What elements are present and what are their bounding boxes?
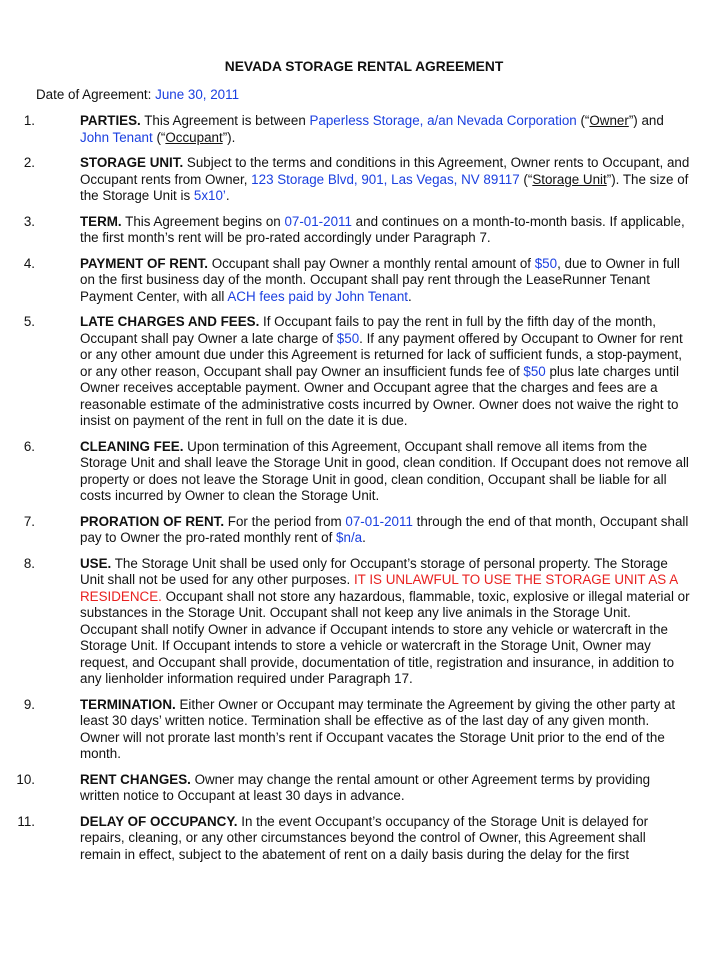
start-date: 07-01-2011 [284,213,352,229]
owner-term: Owner [589,113,629,128]
clause-text: This Agreement begins on [121,213,285,229]
clause-heading: PRORATION OF RENT. [80,513,225,529]
clause-text: plus late charges until Owner receives acceptable payment. Owner and Occupant agree that the charges and fees are a reasonable estimate of the administrative costs incurred by Owner. Owner does not waive the right to insist on payment of the rent in full on the date it is due. [80,363,679,428]
unit-size: 5x10’ [193,188,226,203]
clause-number: 9. [23,696,35,712]
clause-termination [0,697,690,763]
document-title: NEVADA STORAGE RENTAL AGREEMENT [224,59,504,74]
clause-heading: STORAGE UNIT. [80,155,184,170]
clause-text: and continues on a month-to-month basis. If applicable, the first month’s rent will be pro-rated accordingly under Paragraph 7. [80,213,685,245]
nsf-fee: $50 [523,363,546,379]
clause-text: (“ [519,171,533,187]
residence-warning: IT IS UNLAWFUL TO USE THE STORAGE UNIT AS A RESIDENCE. [80,572,678,604]
clause-text: . [362,530,366,545]
clause-text: If Occupant fails to pay the rent in full by the fifth day of the month, Occupant shall pay Owner a late charge of [80,314,657,346]
clause-number: 10. [16,771,35,787]
date-value: June 30, 2011 [155,87,240,102]
clause-text: ”). [222,129,236,145]
clause-number: 3. [23,213,35,229]
date-label: Date of Agreement: [36,87,152,102]
clause-number: 1. [23,113,35,128]
clause-heading: RENT CHANGES. [80,771,191,787]
clause-text: Occupant shall not store any hazardous, flammable, toxic, explosive or illegal material or substances in the Storage Unit. Occupant shall not keep any live animals in the Storage Unit. Occupant shall notify Owner in advance if Occupant intends to store any vehicle or watercraft in the Storage Unit. If Occupant intends to store a vehicle or watercraft in the Storage Unit, Owner may request, and Occupant shall provide, documentation of title, registration and insurance, in addition to any lienholder information required under Paragraph 17. [80,588,690,686]
storage-unit-term: Storage Unit [532,171,607,187]
monthly-rent: $50 [534,255,558,271]
clause-number: 8. [23,555,35,571]
clause-number: 6. [23,438,35,454]
clause-parties [0,113,690,146]
clause-number: 5. [23,314,35,329]
clause-text: , due to Owner in full on the first business day of the month. Occupant shall pay rent through the LeaseRunner Tenant Payment Center, with all [80,255,680,304]
clause-number: 7. [23,513,35,529]
clause-heading: DELAY OF OCCUPANCY. [80,813,238,829]
clause-text: ”). The size of the Storage Unit is [80,171,689,203]
unit-address: 123 Storage Blvd, 901, Las Vegas, NV 89117 [251,171,520,187]
clause-text: This Agreement is between [140,113,310,128]
late-fee: $50 [336,330,360,346]
clause-delay-of-occupancy [0,814,690,864]
clause-heading: CLEANING FEE. [80,438,184,454]
clause-number: 11. [17,813,35,829]
clause-storage-unit [0,155,690,205]
clause-use [0,556,690,688]
occupant-name: John Tenant [80,129,153,145]
clause-text: Occupant shall pay Owner a monthly rental amount of [207,255,535,271]
date-of-agreement [36,87,239,104]
clause-heading: PARTIES. [80,113,141,128]
ach-fees: ACH fees paid by John Tenant [227,288,409,304]
clause-text: Either Owner or Occupant may terminate the Agreement by giving the other party at least 30 days’ written notice. Termination shall be effective as of the last day of any given month. Owner will not prorate last month’s rent if Occupant vacates the Storage Unit prior to the end of the month. [80,696,676,761]
proration-start-date: 07-01-2011 [345,513,413,529]
clause-rent-changes [0,772,690,805]
clause-cleaning-fee [0,439,690,505]
clause-number: 4. [23,255,35,271]
clause-list [0,113,728,872]
clause-term [0,214,690,247]
occupant-term: Occupant [165,129,223,145]
clause-text: (“ [152,129,166,145]
clause-text: through the end of that month, Occupant shall pay to Owner the pro-rated monthly rent of [80,513,689,545]
clause-text: For the period from [224,513,346,529]
clause-late-charges [0,314,690,430]
clause-text: In the event Occupant’s occupancy of the Storage Unit is delayed for repairs, cleaning, or any other circumstances beyond the control of Owner, this Agreement shall remain in effect, subject to the abatement of rent on a daily basis during the delay for the first [80,813,649,862]
clause-text: . [225,188,230,203]
clause-text: . [408,288,412,304]
clause-heading: TERM. [80,213,122,229]
prorated-rent: $n/a [336,530,363,545]
clause-text: Subject to the terms and conditions in this Agreement, Owner rents to Occupant, and Occupant rents from Owner, [80,155,690,187]
clause-payment-of-rent [0,256,690,306]
clause-text: Upon termination of this Agreement, Occupant shall remove all items from the Storage Unit and shall leave the Storage Unit in good, clean condition. If Occupant does not remove all property or does not leave the Storage Unit in good, clean condition, Occupant shall be liable for all costs incurred by Owner to clean the Storage Unit. [80,438,689,503]
clause-text: The Storage Unit shall be used only for Occupant’s storage of personal property. The Storage Unit shall not be used for any other purposes. [80,555,668,587]
clause-number: 2. [23,155,35,170]
clause-heading: LATE CHARGES AND FEES. [80,314,260,329]
clause-text: Owner may change the rental amount or other Agreement terms by providing written notice to Occupant at least 30 days in advance. [80,771,651,803]
owner-name: Paperless Storage, a/an Nevada Corporation [309,113,577,128]
clause-text: (“ [576,113,590,128]
clause-heading: PAYMENT OF RENT. [80,255,208,271]
clause-text: ”) and [628,113,664,128]
clause-heading: USE. [80,555,112,571]
clause-text: . If any payment offered by Occupant to Owner for rent or any other amount due under this Agreement is returned for lack of sufficient funds, a stop-payment, or any other reason, Occupant shall pay Owner an insufficient funds fee of [80,330,683,379]
clause-proration [0,514,690,547]
clause-heading: TERMINATION. [80,696,176,712]
